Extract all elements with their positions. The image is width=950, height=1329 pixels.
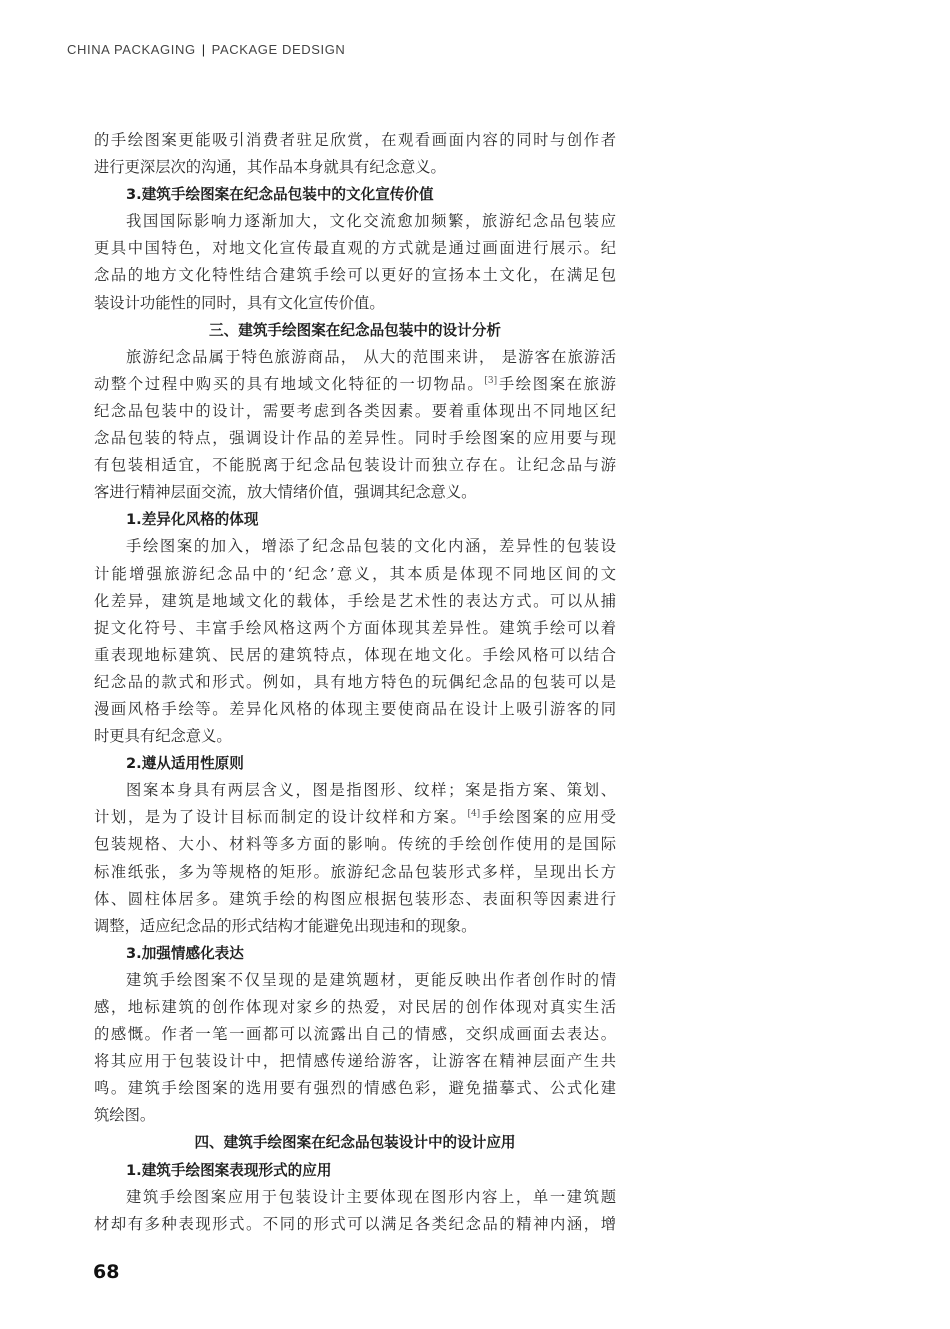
- paragraph-line: 包装规格、大小、材料等多方面的影响。传统的手绘创作使用的是国际: [94, 835, 616, 854]
- paragraph-line: 客进行精神层面交流，放大情绪价值，强调其纪念意义。: [94, 483, 477, 502]
- subsection-heading: 3.加强情感化表达: [126, 944, 244, 962]
- paragraph-line: 纪念品包装中的设计，需要考虑到各类因素。要着重体现出不同地区纪: [94, 401, 616, 420]
- paragraph-line: 动整个过程中购买的具有地域文化特征的一切物品。[3]手绘图案在旅游: [94, 374, 616, 393]
- article-body: [94, 127, 616, 1238]
- paragraph-line: 建筑手绘图案不仅呈现的是建筑题材，更能反映出作者创作时的情: [126, 970, 616, 989]
- paragraph-line: 鸣。建筑手绘图案的选用要有强烈的情感色彩，避免描摹式、公式化建: [94, 1079, 616, 1098]
- running-header: [67, 42, 345, 57]
- paragraph-line: 标准纸张，多为等规格的矩形。旅游纪念品包装形式多样，呈现出长方: [94, 862, 616, 881]
- paragraph-line: 将其应用于包装设计中，把情感传递给游客，让游客在精神层面产生共: [94, 1052, 616, 1071]
- paragraph-line: 纪念品的款式和形式。例如，具有地方特色的玩偶纪念品的包装可以是: [94, 672, 616, 691]
- section-name: PACKAGE DEDSIGN: [211, 42, 346, 57]
- paragraph-line: 筑绘图。: [94, 1106, 156, 1125]
- paragraph-line: 更具中国特色，对地文化宣传最直观的方式就是通过画面进行展示。纪: [94, 239, 616, 258]
- citation-ref: [3]: [484, 375, 498, 386]
- paragraph-line: 计划，是为了设计目标而制定的设计纹样和方案。[4]手绘图案的应用受: [94, 808, 616, 827]
- header-separator: |: [201, 42, 206, 57]
- paragraph-line: 时更具有纪念意义。: [94, 727, 232, 746]
- paragraph-line: 的手绘图案更能吸引消费者驻足欣赏，在观看画面内容的同时与创作者: [94, 131, 616, 149]
- section-heading: 三、建筑手绘图案在纪念品包装中的设计分析: [209, 321, 501, 339]
- paragraph-line: 材却有多种表现形式。不同的形式可以满足各类纪念品的精神内涵，增: [94, 1214, 616, 1233]
- subsection-heading: 1.建筑手绘图案表现形式的应用: [126, 1161, 332, 1179]
- paragraph-line: 有包装相适宜，不能脱离于纪念品包装设计而独立存在。让纪念品与游: [94, 456, 616, 475]
- paragraph-line: 装设计功能性的同时，具有文化宣传价值。: [94, 293, 385, 312]
- paragraph-line: 我国国际影响力逐渐加大，文化交流愈加频繁，旅游纪念品包装应: [126, 212, 616, 231]
- paragraph-line: 感，地标建筑的创作体现对家乡的热爱，对民居的创作体现对真实生活: [94, 998, 616, 1016]
- paragraph-line: 调整，适应纪念品的形式结构才能避免出现违和的现象。: [94, 916, 477, 935]
- paragraph-line: 体、圆柱体居多。建筑手绘的构图应根据包装形态、表面积等因素进行: [94, 889, 616, 908]
- paragraph-line: 的感慨。作者一笔一画都可以流露出自己的情感，交织成画面去表达。: [94, 1025, 616, 1044]
- paragraph-line: 重表现地标建筑、民居的建筑特点，体现在地文化。手绘风格可以结合: [94, 645, 616, 664]
- paragraph-line: 漫画风格手绘等。差异化风格的体现主要使商品在设计上吸引游客的同: [94, 699, 616, 718]
- paragraph-line: 念品包装的特点，强调设计作品的差异性。同时手绘图案的应用要与现: [94, 429, 616, 448]
- citation-ref: [4]: [467, 809, 481, 820]
- paragraph-line: 化差异，建筑是地域文化的载体，手绘是艺术性的表达方式。可以从捕: [94, 591, 616, 610]
- page-number: 68: [93, 1261, 120, 1283]
- subsection-heading: 3.建筑手绘图案在纪念品包装中的文化宣传价值: [126, 186, 434, 204]
- section-heading: 四、建筑手绘图案在纪念品包装设计中的设计应用: [194, 1134, 516, 1152]
- paragraph-line: 旅游纪念品属于特色旅游商品， 从大的范围来讲， 是游客在旅游活: [126, 347, 616, 366]
- paragraph-line: 手绘图案的加入，增添了纪念品包装的文化内涵，差异性的包装设: [126, 537, 616, 556]
- paragraph-line: 图案本身具有两层含义，图是指图形、纹样；案是指方案、策划、: [126, 781, 616, 800]
- journal-name: CHINA PACKAGING: [67, 42, 196, 57]
- subsection-heading: 2.遵从适用性原则: [126, 755, 244, 773]
- paragraph-line: 建筑手绘图案应用于包装设计主要体现在图形内容上，单一建筑题: [126, 1187, 616, 1206]
- paragraph-line: 计能增强旅游纪念品中的‘纪念’意义，其本质是体现不同地区间的文: [94, 564, 616, 583]
- subsection-heading: 1.差异化风格的体现: [126, 511, 259, 529]
- paragraph-line: 进行更深层次的沟通，其作品本身就具有纪念意义。: [94, 158, 446, 177]
- paragraph-line: 捉文化符号、丰富手绘风格这两个方面体现其差异性。建筑手绘可以着: [94, 618, 616, 637]
- paragraph-line: 念品的地方文化特性结合建筑手绘可以更好的宣扬本土文化，在满足包: [94, 266, 616, 285]
